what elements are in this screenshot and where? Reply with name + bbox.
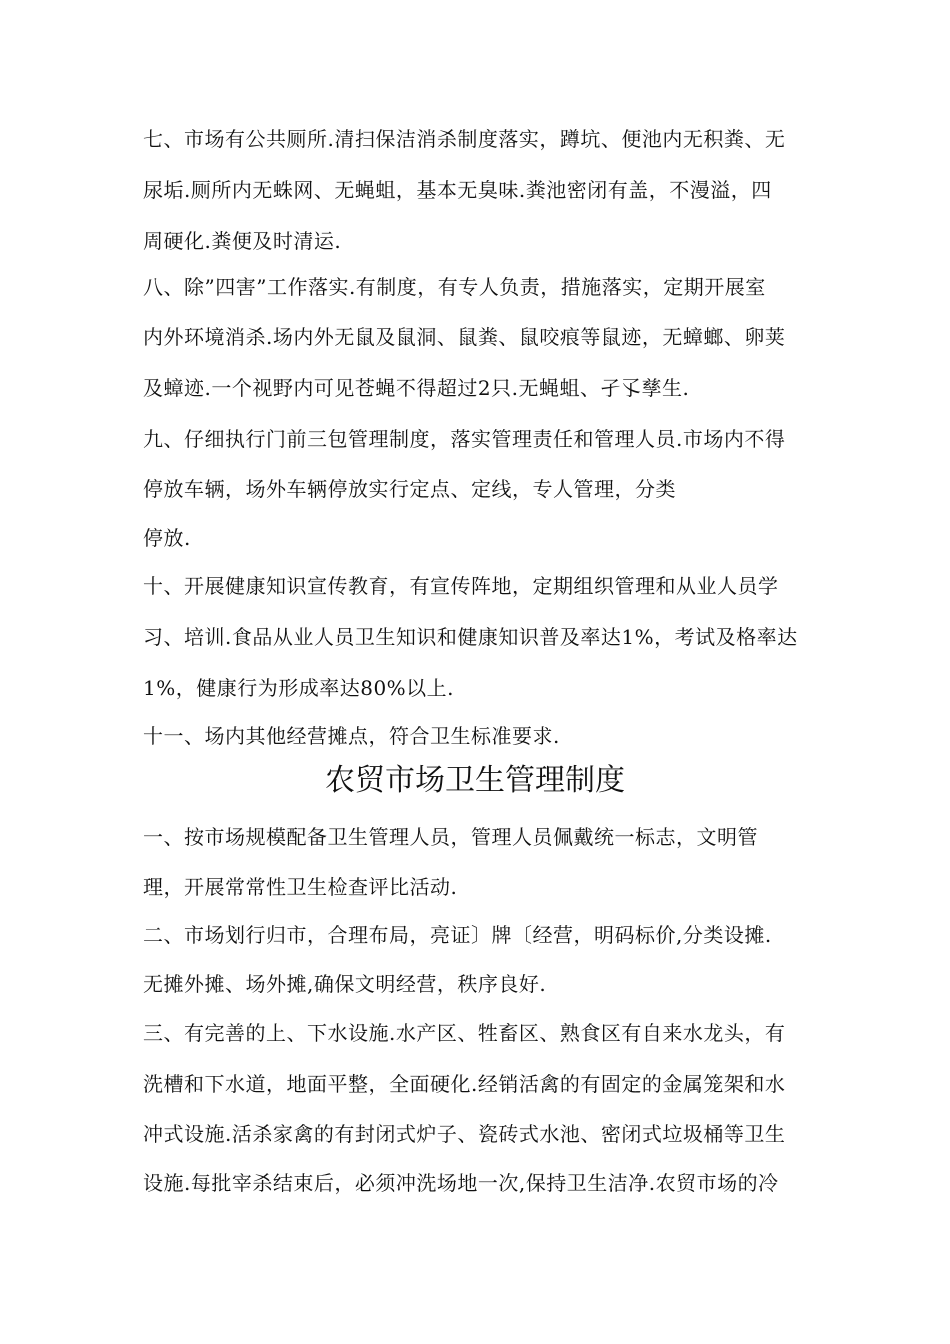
- text-line: 冲式设施.活杀家禽的有封闭式炉子、瓷砖式水池、密闭式垃圾桶等卫生: [143, 1122, 786, 1146]
- text-line: 1%，健康行为形成率达80%以上.: [143, 676, 455, 700]
- text-line: 设施.每批宰杀结束后，必须冲洗场地一次,保持卫生洁净.农贸市场的冷: [143, 1171, 779, 1195]
- text-line: 一、按市场规模配备卫生管理人员，管理人员佩戴统一标志，文明管: [143, 825, 758, 849]
- page-title: 农贸市场卫生管理制度: [325, 763, 625, 798]
- text-line: 十一、场内其他经营摊点，符合卫生标准要求.: [143, 724, 560, 748]
- text-line: 理，开展常常性卫生检查评比活动.: [143, 875, 458, 899]
- text-line: 八、除”四害”工作落实.有制度，有专人负责，措施落实，定期开展室: [143, 275, 766, 299]
- text-line: 二、市场划行归市，合理布局，亮证〕牌〔经营，明码标价,分类设摊.: [143, 923, 772, 947]
- text-line: 九、仔细执行门前三包管理制度，落实管理责任和管理人员.市场内不得: [143, 427, 786, 451]
- text-line: 习、培训.食品从业人员卫生知识和健康知识普及率达1%，考试及格率达: [143, 625, 798, 649]
- text-line: 无摊外摊、场外摊,确保文明经营，秩序良好.: [143, 972, 547, 996]
- text-line: 及蟑迹.一个视野内可见苍蝇不得超过2只.无蝇蛆、孑孓孳生.: [143, 376, 690, 400]
- text-line: 七、市场有公共厕所.清扫保洁消杀制度落实，蹲坑、便池内无积粪、无: [143, 127, 786, 151]
- text-line: 停放车辆，场外车辆停放实行定点、定线，专人管理，分类: [143, 477, 676, 501]
- text-line: 尿垢.厕所内无蛛网、无蝇蛆，基本无臭味.粪池密闭有盖，不漫溢，四: [143, 178, 772, 202]
- text-line: 三、有完善的上、下水设施.水产区、牲畜区、熟食区有自来水龙头，有: [143, 1021, 786, 1045]
- text-line: 周硬化.粪便及时清运.: [143, 229, 342, 253]
- text-line: 十、开展健康知识宣传教育，有宣传阵地，定期组织管理和从业人员学: [143, 574, 779, 598]
- text-line: 内外环境消杀.场内外无鼠及鼠洞、鼠粪、鼠咬痕等鼠迹，无蟑螂、卵荚: [143, 325, 786, 349]
- text-line: 洗槽和下水道，地面平整，全面硬化.经销活禽的有固定的金属笼架和水: [143, 1072, 786, 1096]
- text-line: 停放.: [143, 526, 191, 550]
